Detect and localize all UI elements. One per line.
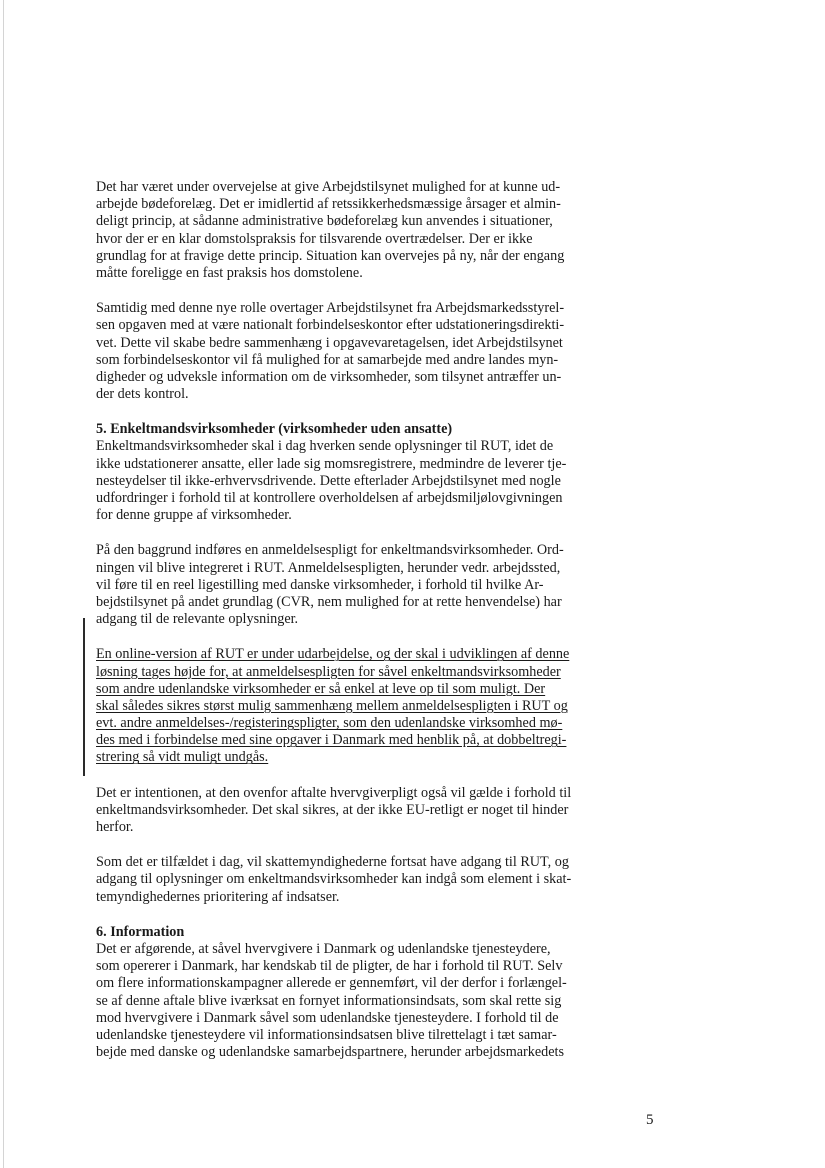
text-line: evt. andre anmeldelses-/registeringspligter, som den udenlandske virksomhed mø- — [96, 715, 563, 732]
text-line: digheder og udveksle information om de virksomheder, som tilsynet antræffer un- — [96, 368, 562, 385]
text-line: som opererer i Danmark, har kendskab til de pligter, de har i forhold til RUT. Selv — [96, 958, 563, 975]
text-line: vet. Dette vil skabe bedre sammenhæng i opgavevaretagelsen, idet Arbejdstilsynet — [96, 334, 563, 351]
text-line: Samtidig med denne nye rolle overtager Arbejdstilsynet fra Arbejdsmarkedsstyrel- — [96, 300, 565, 317]
text-line: Som det er tilfældet i dag, vil skattemyndighederne fortsat have adgang til RUT, og — [96, 854, 569, 871]
text-line: ningen vil blive integreret i RUT. Anmeldelsespligten, herunder vedr. arbejdssted, — [96, 559, 561, 576]
text-line: Det har været under overvejelse at give Arbejdstilsynet mulighed for at kunne ud- — [96, 179, 561, 195]
paragraph — [96, 785, 616, 837]
text-line: deligt princip, at sådanne administrative bødeforelæg kun anvendes i situationer, — [96, 213, 553, 230]
text-line: ikke udstationerer ansatte, eller lade sig momsregistrere, medmindre de leverer tje- — [96, 455, 567, 472]
text-line: des med i forbindelse med sine opgaver i Danmark med henblik på, at dobbeltregi- — [96, 732, 567, 749]
text-line: sen opgaven med at være nationalt forbindelseskontor efter udstationeringsdirekti- — [96, 317, 565, 334]
text-line: Det er intentionen, at den ovenfor aftalte hvervgiverpligt også vil gælde i forhold til — [96, 784, 572, 801]
text-line: På den baggrund indføres en anmeldelsespligt for enkeltmandsvirksomheder. Ord- — [96, 542, 564, 559]
paragraph — [96, 854, 616, 906]
text-line: adgang til de relevante oplysninger. — [96, 611, 299, 628]
text-line: udenlandske tjenesteydere vil informationsindsatsen blive tilrettelagt i tæt samar- — [96, 1026, 557, 1043]
text-line: om flere informationskampagner allerede er gennemført, vil der derfor i forlængel- — [96, 975, 567, 992]
text-line: strering så vidt muligt undgås. — [96, 749, 269, 766]
text-line: Det er afgørende, at såvel hvervgivere i Danmark og udenlandske tjenesteydere, — [96, 940, 551, 957]
text-line: mod hvervgivere i Danmark såvel som udenlandske tjenesteydere. I forhold til de — [96, 1009, 559, 1026]
text-line: nesteydelser til ikke-erhvervsdrivende. Dette efterlader Arbejdstilsynet med nogle — [96, 472, 561, 489]
text-line: løsning tages højde for, at anmeldelsespligten for såvel enkeltmandsvirksomheder — [96, 663, 561, 680]
text-line: En online-version af RUT er under udarbejdelse, og der skal i udviklingen af denne — [96, 646, 570, 663]
text-line: som forbindelseskontor vil få mulighed for at samarbejde med andre landes myn- — [96, 351, 559, 368]
text-line: arbejde bødeforelæg. Det er imidlertid af retssikkerhedsmæssige årsager et almin- — [96, 196, 561, 213]
text-line: skal således sikres størst mulig sammenhæng mellem anmeldelsespligten i RUT og — [96, 697, 568, 714]
text-line: for denne gruppe af virksomheder. — [96, 507, 292, 524]
revised-paragraph — [96, 646, 616, 766]
text-line: se af denne aftale blive iværksat en fornyet informationsindsats, som skal rette sig — [96, 992, 562, 1009]
text-line: vil føre til en reel ligestilling med danske virksomheder, i forhold til hvilke Ar- — [96, 576, 544, 593]
section-heading: 6. Information — [96, 923, 185, 940]
document-body — [96, 179, 616, 1079]
page-number: 5 — [646, 1112, 654, 1128]
section — [96, 421, 616, 524]
paragraph — [96, 542, 616, 628]
text-line: temyndighedernes prioritering af indsatser. — [96, 888, 340, 905]
paragraph — [96, 300, 616, 403]
text-line: adgang til oplysninger om enkeltmandsvirksomheder kan indgå som element i skat- — [96, 871, 572, 888]
text-line: herfor. — [96, 819, 134, 835]
revision-change-bar — [83, 618, 85, 776]
text-line: grundlag for at fravige dette princip. Situation kan overvejes på ny, når der engang — [96, 247, 565, 264]
text-line: udfordringer i forhold til at kontrollere overholdelsen af arbejdsmiljølovgivningen — [96, 490, 563, 506]
scan-edge-line — [3, 0, 4, 1168]
paragraph — [96, 179, 616, 282]
text-line: enkeltmandsvirksomheder. Det skal sikres, at der ikke EU-retligt er noget til hinder — [96, 801, 569, 818]
text-line: Enkeltmandsvirksomheder skal i dag hverken sende oplysninger til RUT, idet de — [96, 438, 554, 455]
text-line: som andre udenlandske virksomheder er så enkel at leve op til som muligt. Der — [96, 680, 546, 697]
text-line: der dets kontrol. — [96, 386, 189, 403]
section — [96, 924, 616, 1062]
text-line: måtte foreligge en fast praksis hos domstolene. — [96, 264, 363, 281]
section-heading: 5. Enkeltmandsvirksomheder (virksomheder uden ansatte) — [96, 421, 453, 438]
text-line: bejdstilsynet på andet grundlag (CVR, nem mulighed for at rette henvendelse) har — [96, 593, 562, 610]
text-line: bejde med danske og udenlandske samarbejdspartnere, herunder arbejdsmarkedets — [96, 1044, 565, 1061]
text-line: hvor der er en klar domstolspraksis for tilsvarende overtrædelser. Der er ikke — [96, 230, 533, 247]
